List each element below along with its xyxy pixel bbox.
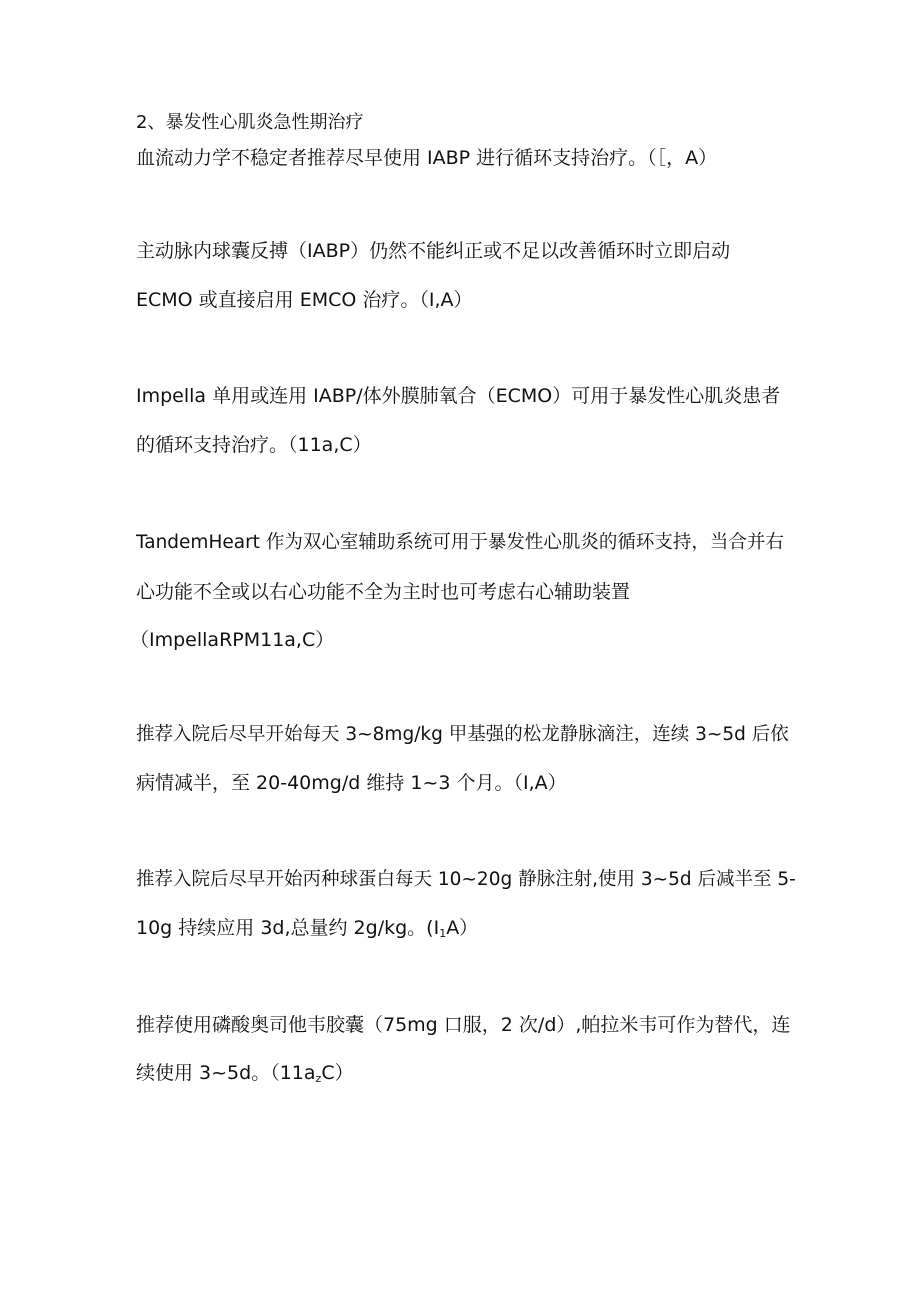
paragraph-4-line-3: （ImpellaRPM11a,C） [130,629,335,651]
paragraph-6-line-2-subscript: 1 [439,927,447,940]
paragraph-4-line-1: TandemHeart 作为双心室辅助系统可用于暴发性心肌炎的循环支持，当合并右 [136,532,784,553]
paragraph-6-line-2 [136,916,800,940]
paragraph-6-line-1: 推荐入院后尽早开始丙种球蛋白每天 10~20g 静脉注射,使用 3~5d 后减半至 5- [136,869,796,890]
paragraph-3-line-1: Impella 单用或连用 IABP/体外膜肺氧合（ECMO）可用于暴发性心肌炎患者 [136,385,781,407]
paragraph-2-line-2: ECMO 或直接启用 EMCO 治疗。（I,A） [136,289,473,311]
paragraph-5-line-1: 推荐入院后尽早开始每天 3~8mg/kg 甲基强的松龙静脉滴注，连续 3~5d 后依 [136,724,789,745]
paragraph-4-line-2: 心功能不全或以右心功能不全为主时也可考虑右心辅助装置 [136,581,631,603]
paragraph-7-line-2-tail: C） [321,1062,354,1084]
paragraph-7-line-2 [136,1061,800,1085]
paragraph-7-line-1: 推荐使用磷酸奥司他韦胶囊（75mg 口服，2 次/d）,帕拉米韦可作为替代，连 [136,1014,791,1036]
section-heading: 2、暴发性心肌炎急性期治疗 [136,112,364,133]
paragraph-2-line-1: 主动脉内球囊反搏（IABP）仍然不能纠正或不足以改善循环时立即启动 [136,240,731,262]
paragraph-6-line-2-main: 10g 持续应用 3d,总量约 2g/kg。(I [136,917,440,939]
paragraph-6-line-2-tail: A） [446,917,479,939]
paragraph-5-line-2: 病情减半，至 20-40mg/d 维持 1~3 个月。（I,A） [136,772,567,794]
paragraph-3-line-2: 的循环支持治疗。（11a,C） [136,434,372,456]
paragraph-1-line-1: 血流动力学不稳定者推荐尽早使用 IABP 进行循环支持治疗。（［，A） [136,147,718,169]
paragraph-7-line-2-main: 续使用 3~5d。（11a [136,1062,316,1084]
paragraph-7-line-2-subscript: z [315,1072,322,1085]
